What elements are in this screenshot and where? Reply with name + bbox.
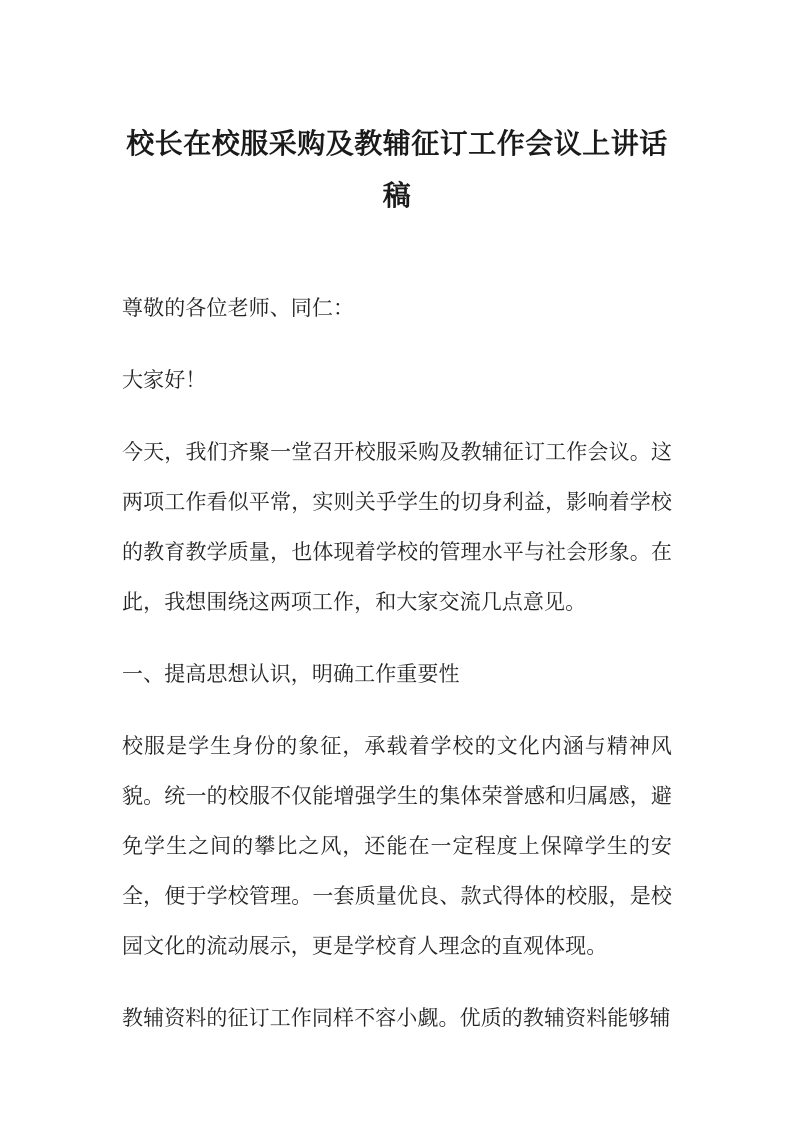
document-title: 校长在校服采购及教辅征订工作会议上讲话稿 [126, 129, 668, 212]
document-body [122, 283, 672, 1043]
paragraph-body-truncated: 教辅资料的征订工作同样不容小觑。优质的教辅资料能够辅 [122, 1006, 671, 1030]
paragraph-heading: 一、提高思想认识，明确工作重要性 [122, 662, 460, 686]
paragraph-body: 校服是学生身份的象征，承载着学校的文化内涵与精神风貌。统一的校服不仅能增强学生的集体荣誉感和归属感，避免学生之间的攀比之风，还能在一定程度上保障学生的安全，便于学校管理。一套质量优良、款式得体的校服，是校园文化的流动展示，更是学校育人理念的直观体现。 [122, 734, 672, 958]
paragraph-salutation: 尊敬的各位老师、同仁： [122, 296, 355, 320]
paragraph-greeting: 大家好！ [122, 368, 207, 392]
paragraph-body: 今天，我们齐聚一堂召开校服采购及教辅征订工作会议。这两项工作看似平常，实则关乎学生的切身利益，影响着学校的教育教学质量，也体现着学校的管理水平与社会形象。在此，我想围绕这两项工作，和大家交流几点意见。 [122, 440, 672, 614]
